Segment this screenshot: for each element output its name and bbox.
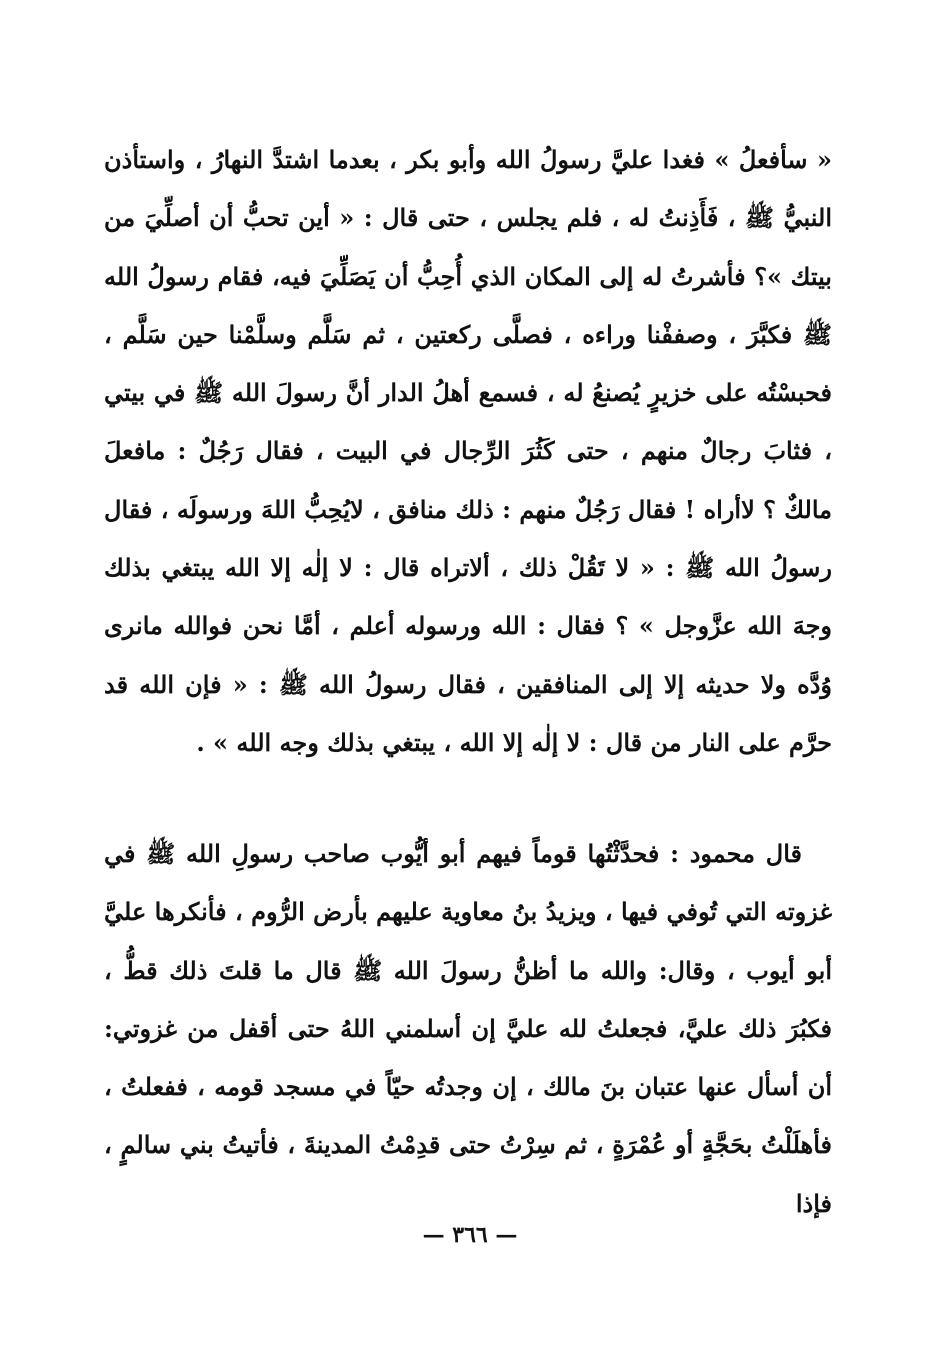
page-number: — ٣٦٦ — bbox=[422, 1222, 518, 1248]
paragraph-mahmud-account: قال محمود : فحدَّثْتُها قوماً فيهم أبو أيُّوب صاحب رسولِ الله ﷺ في غزوته التي تُوفي فيها ، ويزيدُ بنُ معاوية عليهم بأرض الرُّوم ، فأنكرها عليَّ أبو أيوب ، وقال: والله ما أظنُّ رسولَ الله ﷺ قال ما قلتَ ذلك قطُّ ، فكبُرَ ذلك عليَّ، فجعلتُ لله عليَّ إن أسلمني اللهُ حتى أقفل من غزوتي: أن أسأل عنها عتبان بنَ مالك ، إن وجدتُه حيّاً في مسجد قومه ، ففعلتُ ، فأهلَلْتُ بحَجَّةٍ أو عُمْرَةٍ ، ثم سِرْتُ حتى قدِمْتُ المدينةَ ، فأتيتُ بني سالمٍ ، فإذا bbox=[104, 839, 832, 1218]
paragraph-hadith-narration: « سأفعلُ » فغدا عليَّ رسولُ الله وأبو بكر ، بعدما اشتدَّ النهارُ ، واستأذن النبيُّ ﷺ ، فَأَذِنتُ له ، فلم يجلس ، حتى قال : « أين تحبُّ أن أصلِّيَ من بيتك »؟ فأشرتُ له إلى المكان الذي أُحِبُّ أن يَصَلِّيَ فيه، فقام رسولُ الله ﷺ فكبَّرَ ، وصففْنا وراءه ، فصلَّى ركعتين ، ثم سَلَّم وسلَّمْنا حين سَلَّم ، فحبسْتُه على خزيرٍ يُصنعُ له ، فسمع أهلُ الدار أنَّ رسولَ الله ﷺ في بيتي ، فثابَ رجالٌ منهم ، حتى كَثُرَ الرِّجال في البيت ، فقال رَجُلٌ : مافعلَ مالكٌ ؟ لاأراه ! فقال رَجُلٌ منهم : ذلك منافق ، لايُحِبُّ اللهَ ورسولَه ، فقال رسولُ الله ﷺ : « لا تَقُلْ ذلك ، ألاتراه قال : لا إلٰه إلا الله يبتغي بذلك وجهَ الله عزَّوجل » ؟ فقال : الله ورسوله أعلم ، أمَّا نحن فوالله مانرى وُدَّه ولا حديثه إلا إلى المنافقين ، فقال رسولُ الله ﷺ : « فإن الله قد حرَّم على النار من قال : لا إلٰه إلا الله ، يبتغي بذلك وجه الله » . bbox=[104, 145, 832, 757]
